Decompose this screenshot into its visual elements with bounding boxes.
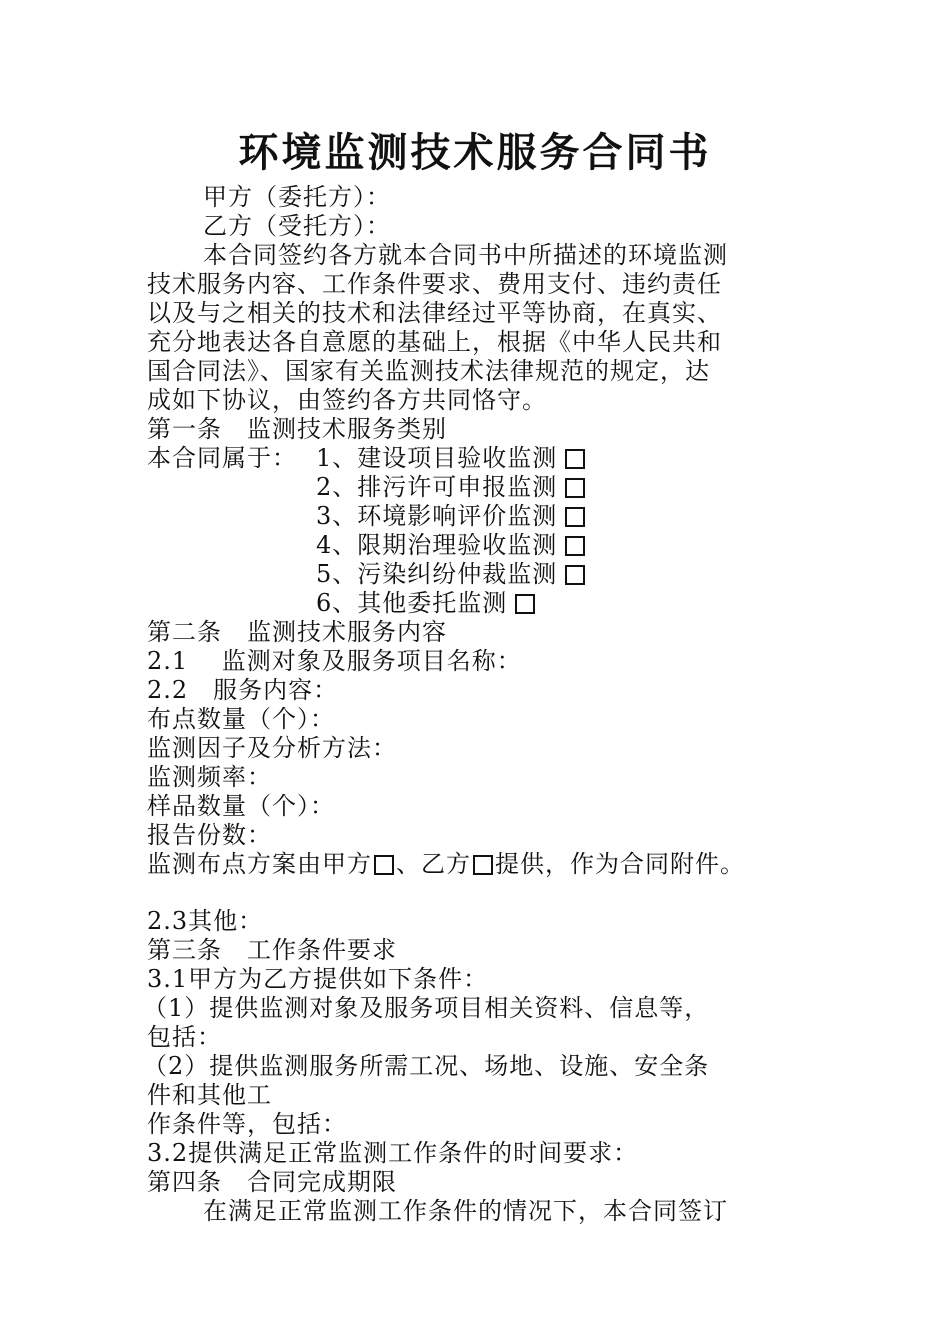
option-row-4 [316,531,585,560]
intro-line-4: 充分地表达各自意愿的基础上，根据《中华人民共和 [147,328,722,356]
article3-heading: 第三条 工作条件要求 [147,936,397,964]
plan-text-3: 提供，作为合同附件。 [495,850,745,878]
checkbox[interactable] [515,594,535,614]
checkbox[interactable] [565,536,585,556]
field-sample-count: 样品数量（个）： [147,792,335,820]
plan-text-2: 、乙方 [396,850,471,878]
plan-text-1: 监测布点方案由甲方 [147,850,372,878]
condition-1-line-2: 包括： [147,1023,222,1051]
field-point-count: 布点数量（个）： [147,705,335,733]
option-label: 2、排污许可申报监测 [316,473,558,501]
party-a-checkbox[interactable] [374,855,394,875]
option-label: 5、污染纠纷仲裁监测 [316,560,558,588]
plan-provider-line [147,850,745,879]
intro-line-6: 成如下协议，由签约各方共同恪守。 [147,386,547,414]
intro-line-5: 国合同法》、国家有关监测技术法律规范的规定，达 [147,357,710,385]
checkbox[interactable] [565,449,585,469]
article1-lead: 本合同属于： [147,444,297,472]
option-row-2 [316,473,585,502]
option-label: 6、其他委托监测 [316,589,508,617]
field-factors-methods: 监测因子及分析方法： [147,734,397,762]
intro-line-3: 以及与之相关的技术和法律经过平等协商，在真实、 [147,299,722,327]
condition-2-line-2: 件和其他工 [147,1081,272,1109]
item-3-1: 3.1甲方为乙方提供如下条件： [147,965,489,993]
option-label: 1、建设项目验收监测 [316,444,558,472]
option-label: 4、限期治理验收监测 [316,531,558,559]
item-2-1: 2.1 监测对象及服务项目名称： [147,647,522,675]
condition-1-line-1: （1）提供监测对象及服务项目相关资料、信息等， [143,994,710,1022]
option-label: 3、环境影响评价监测 [316,502,558,530]
party-b-checkbox[interactable] [473,855,493,875]
option-row-1 [316,444,585,473]
item-2-2: 2.2 服务内容： [147,676,339,704]
party-a-line: 甲方（委托方）： [203,183,391,211]
field-report-copies: 报告份数： [147,821,272,849]
condition-2-line-1: （2）提供监测服务所需工况、场地、设施、安全条 [143,1052,710,1080]
option-row-3 [316,502,585,531]
option-row-5 [316,560,585,589]
intro-line-1: 本合同签约各方就本合同书中所描述的环境监测 [203,241,728,269]
item-2-3: 2.3其他： [147,907,264,935]
article4-heading: 第四条 合同完成期限 [147,1168,397,1196]
article1-heading: 第一条 监测技术服务类别 [147,415,447,443]
checkbox[interactable] [565,507,585,527]
condition-2-line-3: 作条件等，包括： [147,1110,347,1138]
intro-line-2: 技术服务内容、工作条件要求、费用支付、违约责任 [147,270,722,298]
item-3-2: 3.2提供满足正常监测工作条件的时间要求： [147,1139,639,1167]
checkbox[interactable] [565,565,585,585]
checkbox[interactable] [565,478,585,498]
option-row-6 [316,589,535,618]
field-frequency: 监测频率： [147,763,272,791]
party-b-line: 乙方（受托方）： [203,212,391,240]
article4-text: 在满足正常监测工作条件的情况下，本合同签订 [203,1197,728,1225]
document-title: 环境监测技术服务合同书 [238,129,712,176]
article2-heading: 第二条 监测技术服务内容 [147,618,447,646]
